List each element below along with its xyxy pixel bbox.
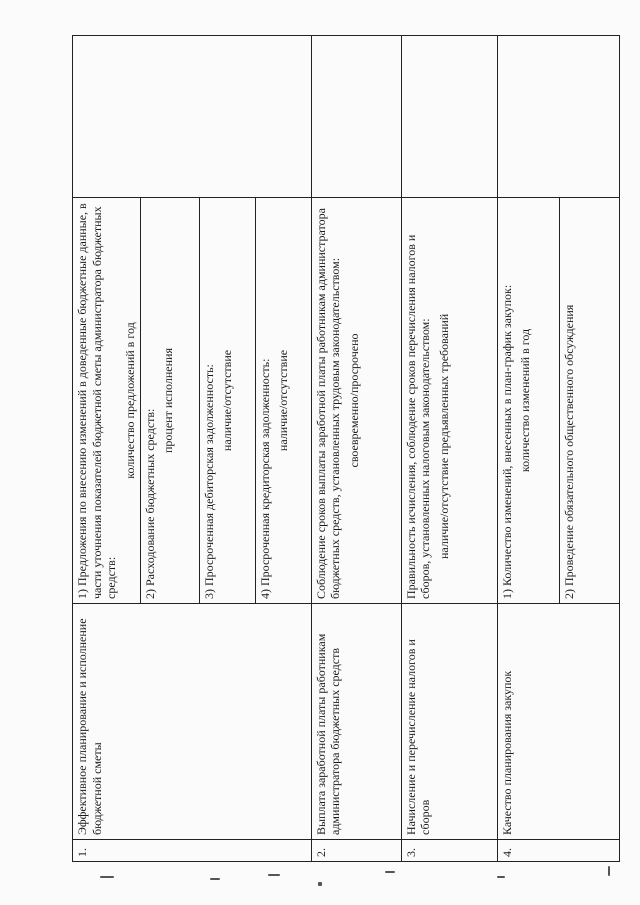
criterion-description: Соблюдение сроков выплаты заработной платы работникам администратора бюджетных средств, установленных трудовым законодательством:	[313, 208, 343, 599]
blank-cell	[311, 36, 401, 198]
table-row	[497, 36, 559, 862]
blank-cell	[497, 36, 619, 198]
row-name: Качество планирования закупок	[497, 604, 619, 840]
scan-artifact	[100, 876, 114, 878]
criterion-measure: процент исполнения	[161, 348, 176, 453]
table-row	[401, 36, 497, 862]
blank-cell	[401, 36, 497, 198]
criterion-measure: наличие/отсутствие предъявленных требований	[436, 313, 451, 559]
criterion-description: Правильность исчисления, соблюдение сроков перечисления налогов и сборов, установленных налоговым законодательством:	[403, 234, 433, 599]
row-number: 2.	[311, 840, 401, 862]
row-name: Выплата заработной платы работникам администратора бюджетных средств	[311, 604, 401, 840]
criterion-description: 2) Проведение обязательного общественного обсуждения	[561, 304, 576, 599]
scan-artifact	[497, 876, 505, 878]
criterion-text	[199, 198, 255, 604]
criterion-description: 1) Предложения по внесению изменений в доведенные бюджетные данные, в части уточнения показателей бюджетной сметы администратора бюджетных средств:	[75, 203, 119, 599]
row-number: 4.	[497, 840, 619, 862]
criterion-description: 3) Просроченная дебиторская задолженность:	[201, 364, 216, 599]
scan-artifact	[608, 866, 610, 876]
criterion-text	[559, 198, 619, 604]
row-number: 1.	[73, 840, 312, 862]
criterion-text	[311, 198, 401, 604]
criterion-text	[255, 198, 311, 604]
row-name: Начисление и перечисление налогов и сборов	[401, 604, 497, 840]
row-name: Эффективное планирование и исполнение бюджетной сметы	[73, 604, 312, 840]
criterion-text	[401, 198, 497, 604]
criterion-description: 4) Просроченная кредиторская задолженность:	[257, 358, 272, 599]
criterion-measure: количество предложений в год	[122, 322, 137, 479]
criterion-measure: наличие/отсутствие	[276, 349, 291, 452]
criterion-text	[140, 198, 199, 604]
criterion-measure: наличие/отсутствие	[220, 349, 235, 452]
criteria-table	[72, 35, 620, 862]
criterion-text	[497, 198, 559, 604]
scan-artifact	[318, 882, 322, 886]
criterion-description: 1) Количество изменений, внесенных в план-график закупок:	[499, 284, 514, 599]
row-number: 3.	[401, 840, 497, 862]
criterion-measure: количество изменений в год	[518, 328, 533, 473]
blank-cell	[73, 36, 312, 198]
criterion-measure: своевременно/просрочено	[346, 333, 361, 468]
scan-artifact	[210, 878, 220, 880]
criterion-text	[73, 198, 141, 604]
rotated-table-container	[72, 36, 610, 862]
scan-artifact	[268, 874, 280, 876]
criterion-description: 2) Расходование бюджетных средств:	[142, 408, 157, 599]
table-row	[311, 36, 401, 862]
table-row	[73, 36, 141, 862]
scan-artifact	[385, 871, 395, 873]
